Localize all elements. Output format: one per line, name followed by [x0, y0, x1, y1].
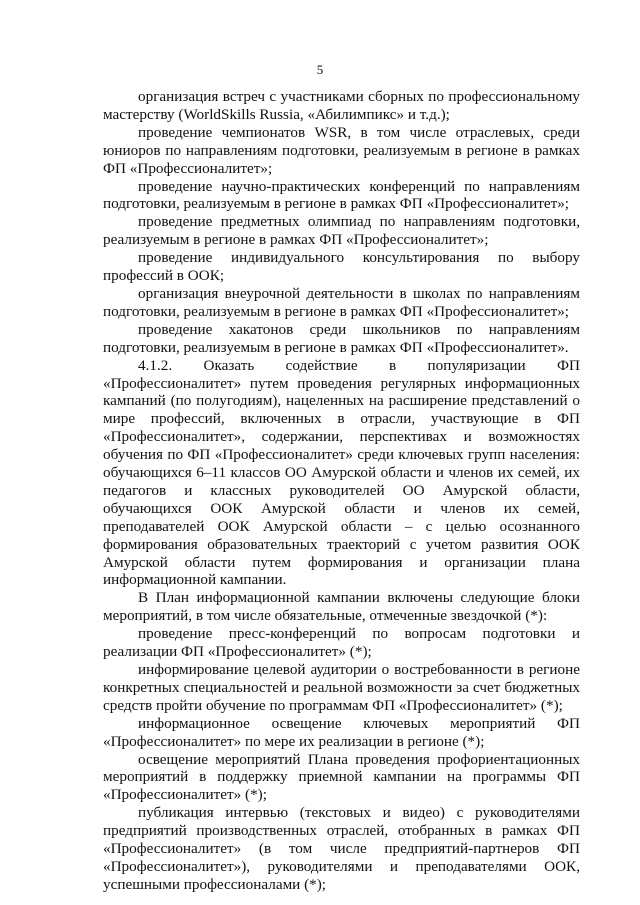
paragraph-plan-blocks-intro: В План информационной кампании включены следующие блоки мероприятий, в том числе обязательные, отмеченные звездочкой (*): [103, 589, 580, 625]
paragraph-press-conferences: проведение пресс-конференций по вопросам подготовки и реализации ФП «Профессионалитет» (*); [103, 625, 580, 661]
paragraph-hackathons: проведение хакатонов среди школьников по направлениям подготовки, реализуемым в регионе в рамках ФП «Профессионалитет». [103, 320, 580, 356]
paragraph-conferences: проведение научно-практических конференций по направлениям подготовки, реализуемым в регионе в рамках ФП «Профессионалитет»; [103, 177, 580, 213]
paragraph-individual-consulting: проведение индивидуального консультирования по выбору профессий в ООК; [103, 249, 580, 285]
paragraph-interviews: публикация интервью (текстовых и видео) с руководителями предприятий производственных отраслей, отобранных в рамках ФП «Профессионалитет» (в том числе предприятий-партнеров ФП «Профессионалитет»), руководителями и преподавателями ООК, успешными профессионалами (*); [103, 804, 580, 893]
paragraph-info-coverage: информационное освещение ключевых мероприятий ФП «Профессионалитет» по мере их реализации в регионе (*); [103, 714, 580, 750]
paragraph-meetings-with-teams: организация встреч с участниками сборных по профессиональному мастерству (WorldSkills Russia, «Абилимпикс» и т.д.); [103, 88, 580, 123]
paragraph-wsr-championships: проведение чемпионатов WSR, в том числе отраслевых, среди юниоров по направлениям подготовки, реализуемым в регионе в рамках ФП «Профессионалитет»; [103, 123, 580, 177]
paragraph-audience-informing: информирование целевой аудитории о востребованности в регионе конкретных специальностей и реальной возможности за счет бюджетных средств пройти обучение по программам ФП «Профессионалитет» (*); [103, 661, 580, 714]
paragraph-event-coverage: освещение мероприятий Плана проведения профориентационных мероприятий в поддержку приемной кампании на программы ФП «Профессионалитет» (*); [103, 750, 580, 804]
paragraph-extracurricular: организация внеурочной деятельности в школах по направлениям подготовки, реализуемым в регионе в рамках ФП «Профессионалитет»; [103, 284, 580, 320]
page-number: 5 [316, 62, 324, 77]
paragraph-section-4-1-2: 4.1.2. Оказать содействие в популяризации ФП «Профессионалитет» путем проведения регулярных информационных кампаний (по полугодиям), нацеленных на расширение представлений о мире профессий, включенных в отрасли, участвующие в ФП «Профессионалитет», содержании, перспективах и возможностях обучения по ФП «Профессионалитет» среди ключевых групп населения: обучающихся 6–11 классов ОО Амурской области и членов их семей, их педагогов и классных руководителей ОО Амурской области, обучающихся ООК Амурской области и членов их семей, преподавателей ООК Амурской области – с целью осознанного формирования образовательных траекторий с учетом развития ООК Амурской области путем формирования и организации плана информационной кампании. [103, 356, 580, 589]
body-text [103, 88, 580, 894]
paragraph-olympiads: проведение предметных олимпиад по направлениям подготовки, реализуемым в регионе в рамках ФП «Профессионалитет»; [103, 213, 580, 249]
